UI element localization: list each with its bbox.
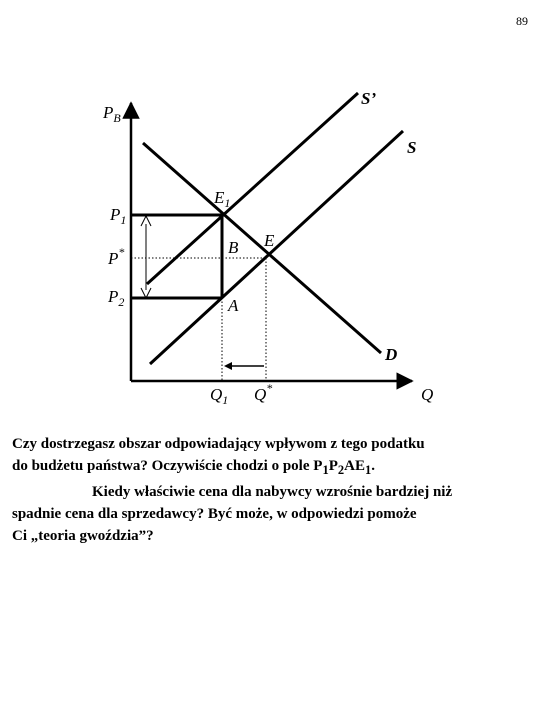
caption-line-1: Czy dostrzegasz obszar odpowiadający wpływom z tego podatku bbox=[12, 436, 425, 452]
curve-s-prime-label: S’ bbox=[361, 89, 377, 108]
axis-y-label: $P_B$ bbox=[103, 103, 121, 125]
point-b-label: B bbox=[228, 238, 239, 257]
qty-qstar-label: Q* bbox=[254, 381, 273, 404]
caption-text bbox=[12, 433, 532, 547]
caption-line-5: Ci „teoria gwoździa”? bbox=[12, 528, 154, 544]
supply-curve-s-prime bbox=[147, 93, 358, 284]
price-p1-label: $P_1$ bbox=[110, 205, 127, 227]
caption-line-3: Kiedy właściwie cena dla nabywcy wzrośnie bardziej niż bbox=[92, 484, 453, 500]
quantity-arrow-head bbox=[224, 362, 232, 370]
point-e-label: E bbox=[264, 231, 275, 250]
axis-x-label: Q bbox=[421, 385, 434, 404]
point-e1-label: $E_1$ bbox=[214, 188, 231, 210]
point-a-label: A bbox=[228, 296, 239, 315]
demand-curve-d bbox=[143, 143, 381, 353]
page-number: 89 bbox=[516, 14, 528, 28]
curve-s-label: S bbox=[407, 138, 417, 157]
price-p2-label: $P_2$ bbox=[108, 287, 125, 309]
caption-line-2: do budżetu państwa? Oczywiście chodzi o pole $P_1P_2AE_1$. bbox=[12, 458, 375, 477]
qty-q1-label: $Q_1$ bbox=[210, 385, 229, 407]
curve-d-label: D bbox=[385, 345, 398, 364]
price-pstar-label: P* bbox=[108, 245, 125, 268]
caption-line-4: spadnie cena dla sprzedawcy? Być może, w odpowiedzi pomoże bbox=[12, 506, 417, 522]
